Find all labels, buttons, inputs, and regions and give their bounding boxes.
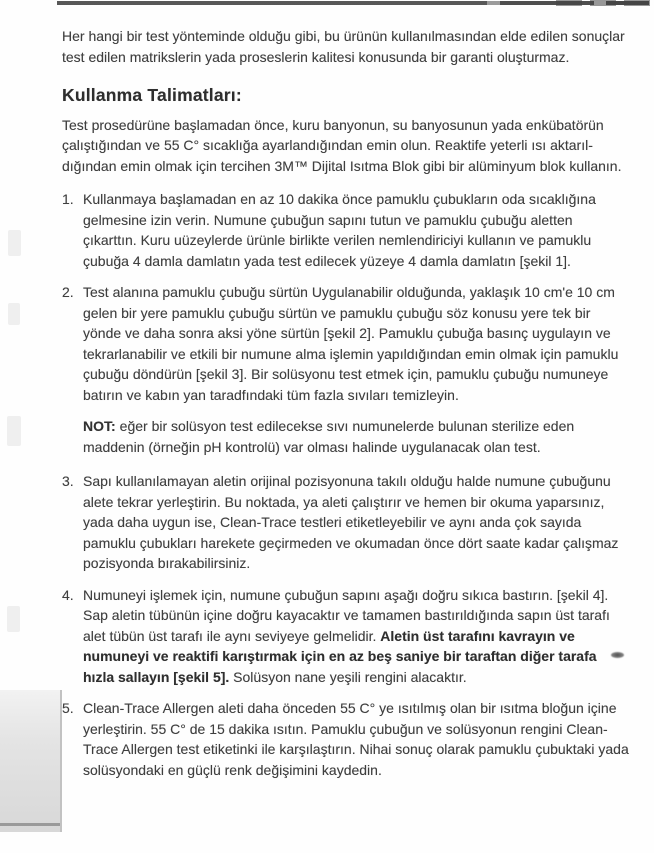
note-text: eğer bir solüsyon test edilecekse sıvı numunelerde bulunan sterilize eden maddenin (örneğin pH kontrolü) var olması halinde uygulanacak olan test. bbox=[83, 418, 575, 455]
scan-artifact-left-smudge bbox=[8, 303, 20, 325]
step-text: Sapı kullanılamayan aletin orijinal pozisyonuna takılı olduğu halde numune çubuğunu alete tekrar yerleştirin. Bu noktada, ya aleti çalıştırır ve hemen bir okuma yaparsınız, yada daha uygun ise, Clean-Trace testleri etiketleyebilir ve aynı anda çok sayıda pamuklu çubukları harekete geçirmeden ve okumadan önce dört saate kadar çalışmaz pozisyonda bırakabilirsiniz. bbox=[83, 473, 619, 571]
disclaimer-paragraph: Her hangi bir test yönteminde olduğu gibi, bu ürünün kullanılmasından elde edilen sonuçlar test edilen matrikslerin yada proseslerin kalitesi konusunda bir garanti oluşturmaz. bbox=[62, 28, 625, 65]
step-item-2 bbox=[62, 282, 630, 405]
step-number: 2. bbox=[62, 284, 74, 300]
step-text: Clean-Trace Allergen aleti daha önceden 55 C° ye ısıtılmış olan bir ısıtma bloğun içine yerleştirin. 55 C° de 15 dakika ısıtın. Pamuklu çubuğun ve solüsyonun rengini Clean-Trace Allergen test etiketinki ile karşılaştırın. Nihai sonuç olarak pamuklu çubuktaki yada solüsyondaki en güçlü renk değişimini kaydedin. bbox=[83, 700, 629, 778]
scan-artifact-top-right-dashes bbox=[556, 0, 652, 6]
scan-artifact-page-edge-shadow bbox=[0, 690, 62, 832]
step-number: 4. bbox=[62, 586, 74, 603]
step-text bbox=[83, 585, 630, 688]
section-heading: Kullanma Talimatları: bbox=[62, 85, 242, 105]
step-number: 3. bbox=[62, 473, 74, 489]
step-text-bold: Aletin üst tarafını kavrayın ve numuneyi ve reaktifi karıştırmak için en az beş saniye bir taraftan diğer tarafa hızla sallayın [şekil 5]. bbox=[83, 627, 597, 685]
step-text: Test alanına pamuklu çubuğu sürtün Uygulanabilir olduğunda, yaklaşık 10 cm'e 10 cm gelen bir yere pamuklu çubuğu sürtün ve pamuklu çubuğu söz konusu yere tek bir yönde ve daha sonra aksi yöne sürtün [şekil 2]. Pamuklu çubuğa basınç uygulayın ve tekrarlanabilir ve etkili bir numune alma işlemin yapıldığından emin olmak için pamuklu çubuğu döndürün [şekil 3]. Bir solüsyonu test etmek için, pamuklu çubuğu numuneye batırın ve kabın yan taradfındaki tüm fazla sıvıları temizleyin. bbox=[83, 284, 619, 403]
scan-artifact-left-smudge bbox=[7, 416, 21, 446]
note-paragraph bbox=[83, 416, 630, 457]
step-text: Kullanmaya başlamadan en az 10 dakika önce pamuklu çubukların oda sıcaklığına gelmesine izin verin. Numune çubuğun sapını tutun ve pamuklu çubuğu aletten çıkarttın. Kuru uüzeylerde ürünle birlikte verilen nemlendiriciyi kullanın ve pamuklu çubuğa 4 damla damlatın yada test edilecek yüzeye 4 damla damlatın [şekil 1]. bbox=[83, 191, 596, 269]
step-text-regular: Numuneyi işlemek için, numune çubuğun sapını aşağı doğru sıkıca bastırın. [şekil 4]. Sap aletin tübünün içine doğru kayacaktır ve tamamen bastırıldığında sapın üst tarafı alet tübün üst tarafı ile aynı seviyeye gelmelidir. bbox=[83, 586, 610, 644]
scan-artifact-left-smudge bbox=[8, 230, 21, 256]
scan-artifact-left-smudge bbox=[7, 606, 20, 632]
intro-paragraph: Test prosedürüne başlamadan önce, kuru banyonun, su banyosunun yada enkübatörün çalıştığından ve 55 C° sıcaklığa ayarlandığından emin olun. Reaktife yeterli ısı aktarıl-dığından emin olmak için tercihen 3M™ Dijital Isıtma Blok gibi bir alüminyum blok kullanın. bbox=[62, 116, 622, 174]
step-item-4 bbox=[62, 585, 630, 688]
step-number: 1. bbox=[62, 191, 74, 207]
step-text-regular: Solüsyon nane yeşili rengini alacaktır. bbox=[229, 668, 467, 685]
step-item-1 bbox=[62, 189, 630, 271]
step-number: 5. bbox=[62, 700, 74, 716]
document-content bbox=[62, 26, 630, 791]
note-label: NOT: bbox=[83, 418, 116, 434]
step-item-3 bbox=[62, 471, 630, 574]
step-item-5 bbox=[62, 698, 630, 780]
